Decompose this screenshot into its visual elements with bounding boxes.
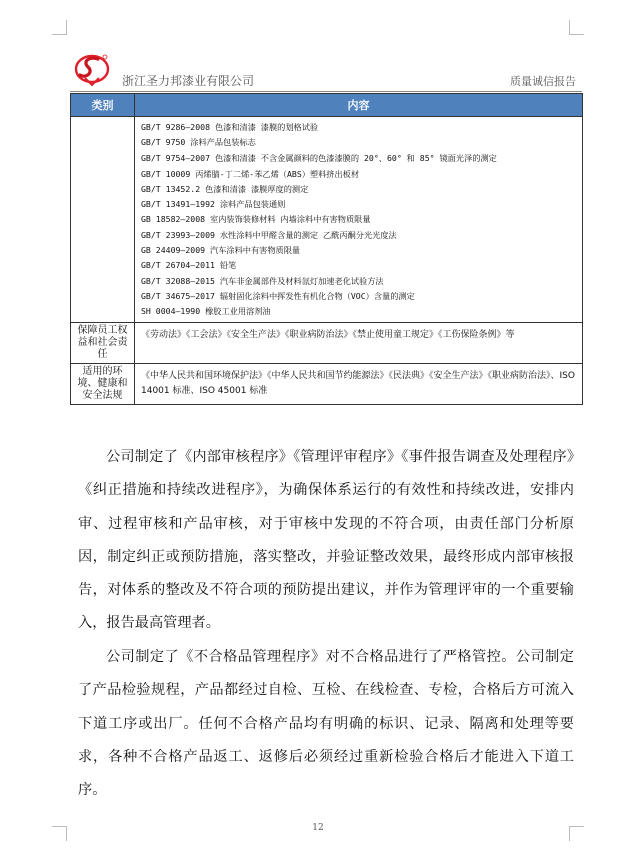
company-logo-icon [72,48,112,88]
page-header [70,44,582,90]
table-header-row [71,94,583,117]
standard-item: GB/T 23993—2009 水性涂料中甲醛含量的测定 乙酰丙酮分光光度法 [141,229,397,240]
body-paragraph-internal-audit: 公司制定了《内部审核程序》《管理评审程序》《事件报告调查及处理程序》《纠正措施和持续改进程序》，为确保体系运行的有效性和持续改进，安排内审、过程审核和产品审核，对于审核中发现的不符合项，由责任部门分析原因，制定纠正或预防措施，落实整改，并验证整改效果，最终形成内部审核报告，对体系的整改及不符合项的预防提出建议，并作为管理评审的一个重要输入，报告最高管理者。 [78,449,574,632]
content-table [70,93,583,405]
standard-item: GB/T 32088—2015 汽车非金属部件及材料氙灯加速老化试验方法 [141,275,384,286]
table-row [71,363,583,404]
header-divider [70,91,582,92]
table-row [71,322,583,363]
content-cell: 《劳动法》《工会法》《安全生产法》《职业病防治法》《禁止使用童工规定》《工伤保险条例》等 [135,322,583,363]
page-number: 12 [312,823,324,833]
body-paragraph-nonconforming: 公司制定了《不合格品管理程序》对不合格品进行了严格管控。公司制定了产品检验规程，产品都经过自检、互检、在线检查、专检，合格后方可流入下道工序或出厂。任何不合格产品均有明确的标识、记录、隔离和处理等要求，各种不合格产品返工、返修后必须经过重新检验合格后才能进入下道工序。 [78,649,574,799]
category-cell: 保障员工权益和社会责任 [71,322,135,363]
standard-item: GB 24409—2009 汽车涂料中有害物质限量 [141,245,301,256]
standard-item: GB/T 10009 丙烯腈-丁二烯-苯乙烯（ABS）塑料挤出板材 [141,168,360,179]
standard-item: GB/T 34675—2017 辐射固化涂料中挥发性有机化合物（VOC）含量的测定 [141,290,415,301]
category-cell: 适用的环境、健康和安全法规 [71,363,135,404]
company-name: 浙江圣力邦漆业有限公司 [122,74,255,88]
standards-category-cell [71,117,135,323]
standard-item: GB/T 13491—1992 涂料产品包装通则 [141,199,286,210]
standard-item: GB/T 9750 涂料产品包装标志 [141,137,256,148]
header-content: 内容 [135,94,583,117]
standard-item: GB/T 9286—2008 色漆和清漆 漆膜的划格试验 [141,122,319,132]
standard-item: GB/T 26704—2011 铅笔 [141,260,237,271]
standard-item: SH 0004—1990 橡胶工业用溶剂油 [141,306,271,317]
standards-list-cell [135,117,583,323]
crop-mark-top-left [52,20,67,35]
table-row-standards [71,117,583,323]
standard-item: GB/T 9754—2007 色漆和清漆 不含金属颜料的色漆漆膜的 20°、60° 和 85° 镜面光泽的测定 [141,152,497,163]
report-title: 质量诚信报告 [510,75,576,88]
crop-mark-top-right [569,20,584,35]
header-category: 类别 [71,94,135,117]
content-cell: 《中华人民共和国环境保护法》《中华人民共和国节约能源法》《民法典》《安全生产法》《职业病防治法》、ISO 14001 标准、ISO 45001 标准 [135,363,583,404]
standard-item: GB/T 13452.2 色漆和清漆 漆膜厚度的测定 [141,183,309,194]
standard-item: GB 18582—2008 室内装饰装修材料 内墙涂料中有害物质限量 [141,214,371,225]
